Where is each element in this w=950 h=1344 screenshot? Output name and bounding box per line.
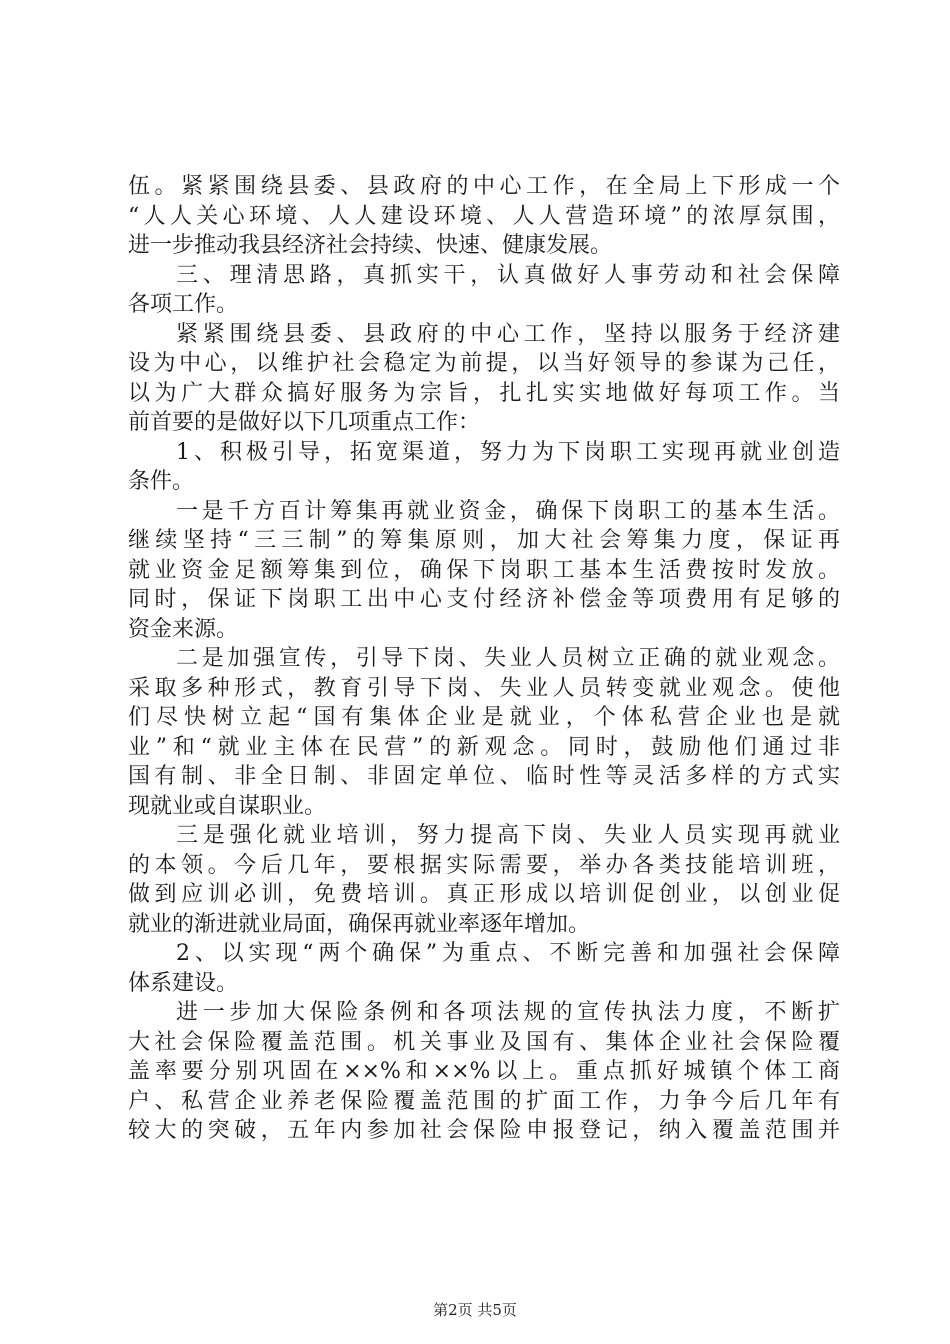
- text-line: 各项工作。: [128, 292, 239, 317]
- text-line: “人人关心环境、人人建设环境、人人营造环境”的浓厚氛围，: [128, 203, 840, 229]
- text-line: 大社会保险覆盖范围。机关事业及国有、集体企业社会保险覆: [128, 1029, 840, 1055]
- text-line: 业”和“就业主体在民营”的新观念。同时，鼓励他们通过非: [128, 734, 840, 760]
- text-line: 进一步加大保险条例和各项法规的宣传执法力度，不断扩: [176, 1000, 840, 1025]
- text-line: 二是加强宣传，引导下岗、失业人员树立正确的就业观念。: [176, 646, 840, 671]
- text-line: 2、以实现“两个确保”为重点、不断完善和加强社会保障: [176, 941, 840, 966]
- text-line: 体系建设。: [128, 970, 239, 996]
- text-line: 做到应训必训，免费培训。真正形成以培训促创业，以创业促: [128, 882, 840, 907]
- text-line: 设为中心，以维护社会稳定为前提，以当好领导的参谋为己任，: [128, 351, 840, 376]
- text-line: 同时，保证下岗职工出中心支付经济补偿金等项费用有足够的: [128, 587, 840, 612]
- text-line: 伍。紧紧围绕县委、县政府的中心工作，在全局上下形成一个: [128, 174, 840, 199]
- text-line: 较大的突破，五年内参加社会保险申报登记，纳入覆盖范围并: [128, 1118, 840, 1143]
- text-line: 就业的渐进就业局面，确保再就业率逐年增加。: [128, 911, 591, 937]
- document-body: [128, 172, 840, 1146]
- text-line: 就业资金足额筹集到位，确保下岗职工基本生活费按时发放。: [128, 557, 840, 583]
- text-line: 采取多种形式，教育引导下岗、失业人员转变就业观念。使他: [128, 675, 840, 701]
- text-line: 前首要的是做好以下几项重点工作：: [128, 410, 481, 435]
- text-line: 进一步推动我县经济社会持续、快速、健康发展。: [128, 233, 613, 258]
- text-line: 资金来源。: [128, 616, 239, 642]
- text-line: 一是千方百计筹集再就业资金，确保下岗职工的基本生活。: [176, 498, 840, 524]
- text-line: 三是强化就业培训，努力提高下岗、失业人员实现再就业: [176, 823, 840, 848]
- text-line: 继续坚持“三三制”的筹集原则，加大社会筹集力度，保证再: [128, 528, 840, 553]
- text-line: 现就业或自谋职业。: [128, 793, 327, 819]
- text-line: 三、理清思路，真抓实干，认真做好人事劳动和社会保障: [176, 262, 840, 288]
- text-line: 盖率要分别巩固在××%和××%以上。重点抓好城镇个体工商: [128, 1059, 840, 1084]
- text-line: 以为广大群众搞好服务为宗旨，扎扎实实地做好每项工作。当: [128, 380, 840, 406]
- text-line: 户、私营企业养老保险覆盖范围的扩面工作，力争今后几年有: [128, 1088, 840, 1114]
- text-line: 紧紧围绕县委、县政府的中心工作，坚持以服务于经济建: [176, 321, 840, 347]
- text-line: 们尽快树立起“国有集体企业是就业，个体私营企业也是就: [128, 705, 840, 730]
- text-line: 条件。: [128, 469, 195, 494]
- page-footer: 第2页 共5页: [433, 1301, 517, 1319]
- text-line: 国有制、非全日制、非固定单位、临时性等灵活多样的方式实: [128, 764, 840, 789]
- text-line: 的本领。今后几年，要根据实际需要，举办各类技能培训班，: [128, 852, 840, 878]
- text-line: 1、积极引导，拓宽渠道，努力为下岗职工实现再就业创造: [176, 439, 840, 465]
